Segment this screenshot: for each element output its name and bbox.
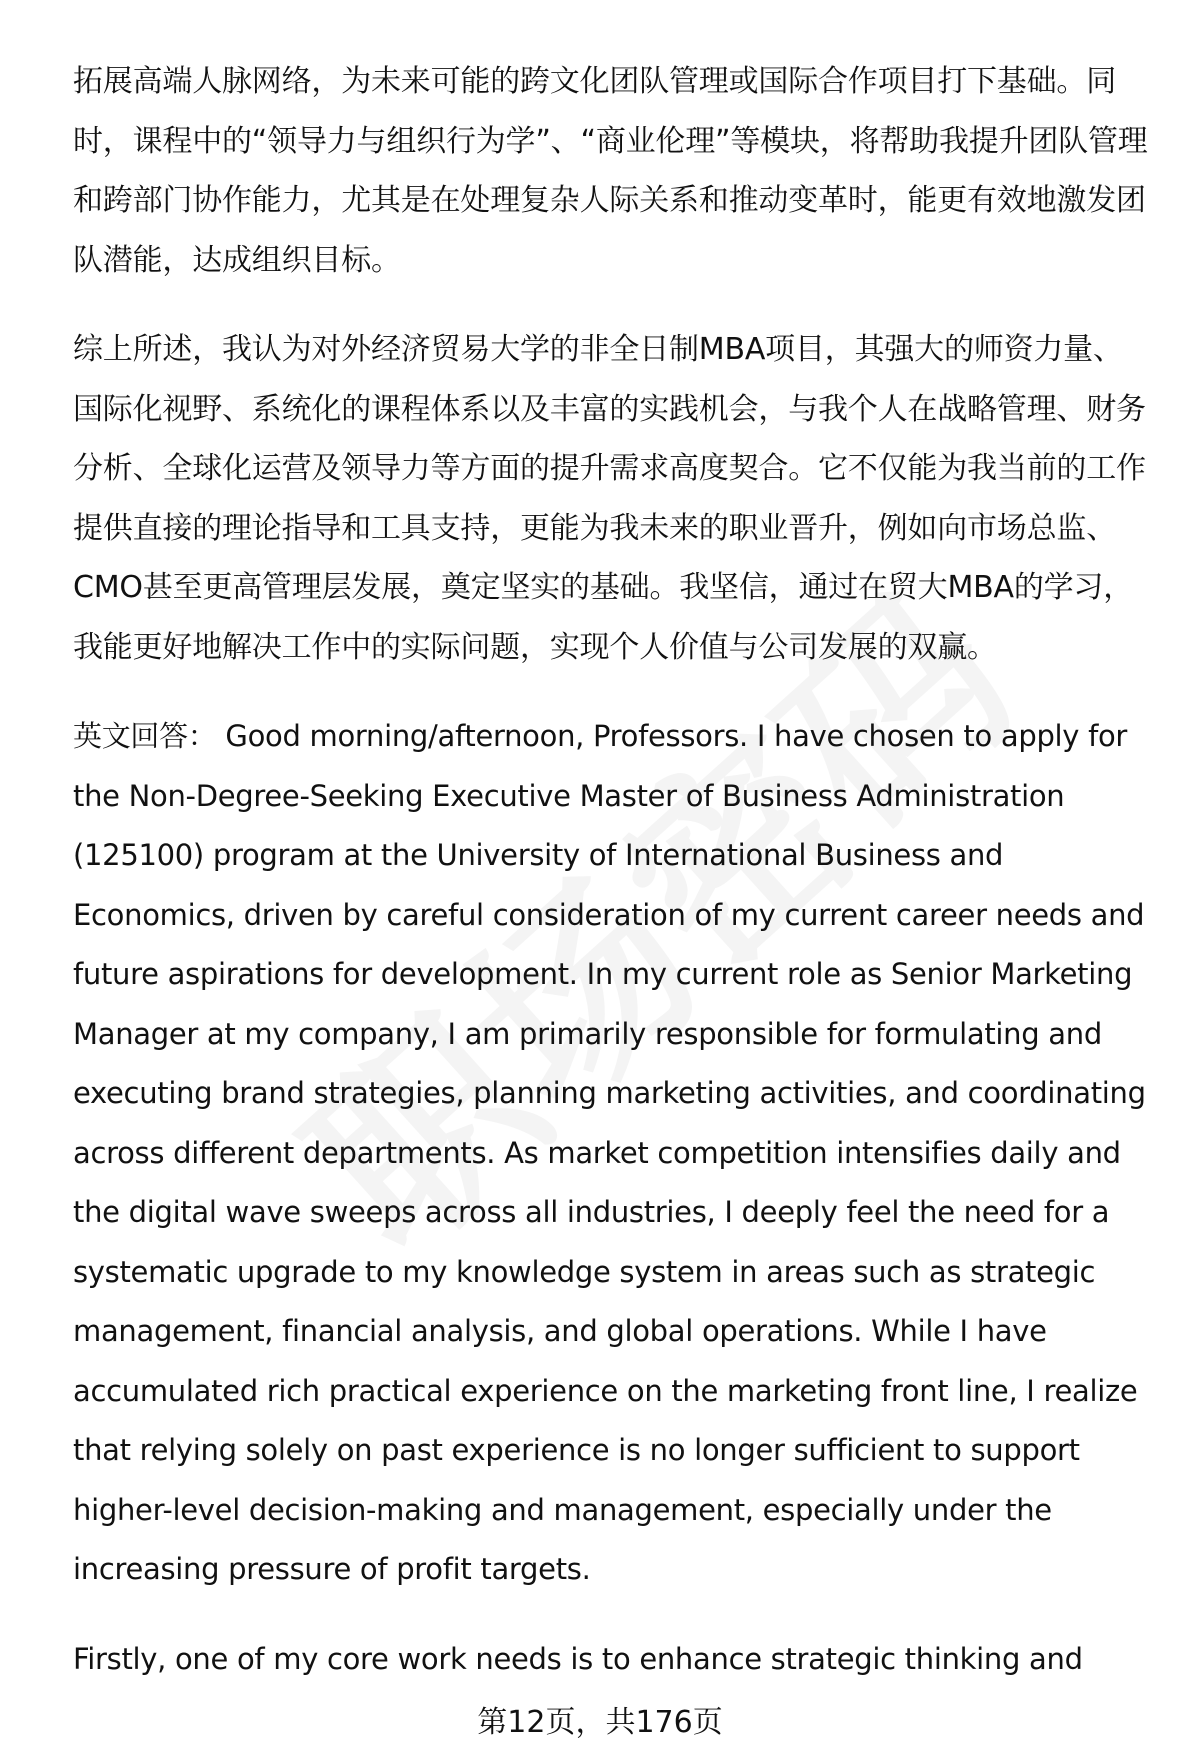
paragraph-en-firstly: Firstly, one of my core work needs is to enhance strategic thinking and bbox=[73, 1641, 1083, 1676]
paragraph-zh-1: 拓展高端人脉网络，为未来可能的跨文化团队管理或国际合作项目打下基础。同时，课程中的“领导力与组织行为学”、“商业伦理”等模块，将帮助我提升团队管理和跨部门协作能力，尤其是在处理复杂人际关系和推动变革时，能更有效地激发团队潜能，达成组织目标。 bbox=[73, 64, 1148, 278]
page-footer: 第12页，共176页 bbox=[477, 1705, 723, 1740]
paragraph-zh-2: 综上所述，我认为对外经济贸易大学的非全日制MBA项目，其强大的师资力量、国际化视野、系统化的课程体系以及丰富的实践机会，与我个人在战略管理、财务分析、全球化运营及领导力等方面的提升需求高度契合。它不仅能为我当前的工作提供直接的理论指导和工具支持，更能为我未来的职业晋升，例如向市场总监、CMO甚至更高管理层发展，奠定坚实的基础。我坚信，通过在贸大MBA的学习，我能更好地解决工作中的实际问题，实现个人价值与公司发展的双赢。 bbox=[73, 332, 1146, 665]
document-body bbox=[73, 52, 1148, 1719]
paragraph-en-answer: 英文回答： Good morning/afternoon, Professors. I have chosen to apply for the Non-Degree-Seeking Executive Master of Business Administration (125100) program at the University of International Business and Economics, driven by careful consideration of my current career needs and future aspirations for development. In my current role as Senior Marketing Manager at my company, I am primarily responsible for formulating and executing brand strategies, planning marketing activities, and coordinating across different departments. As market competition intensifies daily and the digital wave sweeps across all industries, I deeply feel the need for a systematic upgrade to my knowledge system in areas such as strategic management, financial analysis, and global operations. While I have accumulated rich practical experience on the marketing front line, I realize that relying solely on past experience is no longer sufficient to support higher-level decision-making and management, especially under the increasing pressure of profit targets. bbox=[73, 719, 1146, 1586]
